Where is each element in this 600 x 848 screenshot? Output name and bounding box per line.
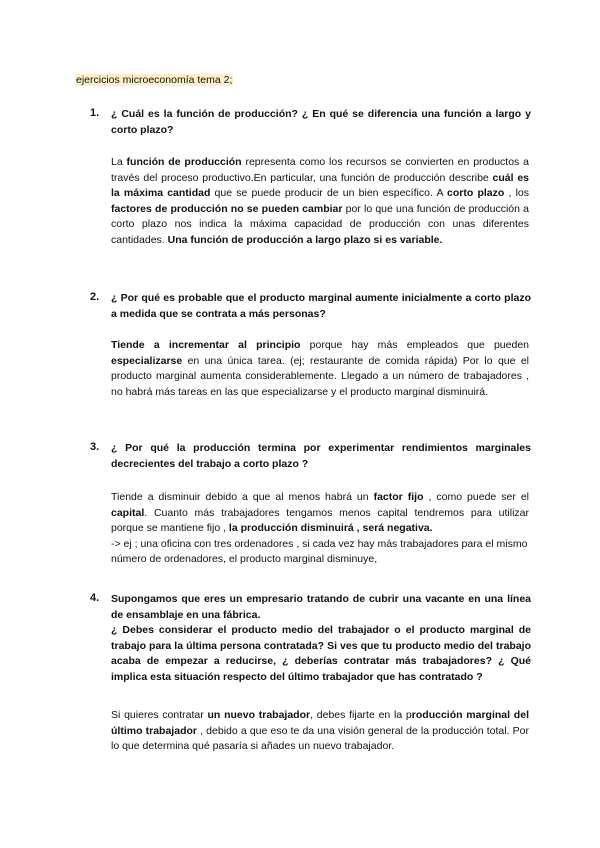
question-number: 3. [90, 441, 100, 453]
question-number: 2. [90, 291, 100, 303]
answer-paragraph: Tiende a disminuir debido a que al menos habrá un factor fijo , como puede ser el capital. Cuanto más trabajadores tengamos menos capital tendremos para utilizar porque se mantiene fijo , la producción disminuirá , será negativa. [111, 491, 529, 534]
answer-3 [111, 490, 529, 568]
answer-paragraph: Si quieres contratar un nuevo trabajador, debes fijarte en la producción marginal del último trabajador , debido a que eso te da una visión general de la producción total. Por lo que determina qué pasaría si añades un nuevo trabajador. [111, 709, 529, 752]
answer-example: -> ej ; una oficina con tres ordenadores , si cada vez hay más trabajadores para el mismo número de ordenadores, el producto marginal disminuye, [111, 537, 528, 565]
document-title: ejercicios microeconomía tema 2; [76, 74, 233, 86]
question-text [111, 592, 531, 685]
answer-2 [111, 338, 529, 400]
question-text-intro: Supongamos que eres un empresario tratando de cubrir una vacante en una línea de ensamblaje en una fábrica. [111, 593, 531, 621]
question-text-main: ¿ Debes considerar el producto medio del trabajador o el producto marginal de trabajo para la última persona contratada? Si ves que tu producto medio del trabajo acaba de empezar a reducirse, ¿ deberías contratar más trabajadores? ¿ Qué implica esta situación respecto del último trabajador que has contratado ? [111, 624, 531, 683]
answer-1 [111, 155, 529, 248]
question-text: ¿ Por qué es probable que el producto marginal aumente inicialmente a corto plazo a medida que se contrata a más personas? [111, 292, 531, 320]
answer-paragraph: La función de producción representa como los recursos se convierten en productos a través del proceso productivo.En particular, una función de producción describe cuál es la máxima cantidad que se puede producir de un bien específico. A corto plazo , los factores de producción no se pueden cambiar por lo que una función de producción a corto plazo nos indica la máxima capacidad de producción con unas diferentes cantidades. Una función de producción a largo plazo si es variable. [111, 156, 530, 246]
question-text: ¿ Cuál es la función de producción? ¿ En qué se diferencia una función a largo y corto plazo? [111, 108, 531, 136]
question-text: ¿ Por qué la producción termina por experimentar rendimientos marginales decrecientes del trabajo a corto plazo ? [111, 442, 531, 470]
answer-paragraph: Tiende a incrementar al principio porque hay más empleados que pueden especializarse en una única tarea. (ej; restaurante de comida rápida) Por lo que el producto marginal aumenta considerablemente. Llegado a un número de trabajadores , no habrá más tareas en las que especializarse y el producto marginal disminuirá. [111, 339, 530, 398]
question-number: 1. [90, 107, 100, 119]
question-number: 4. [90, 592, 100, 604]
answer-4 [111, 708, 529, 755]
